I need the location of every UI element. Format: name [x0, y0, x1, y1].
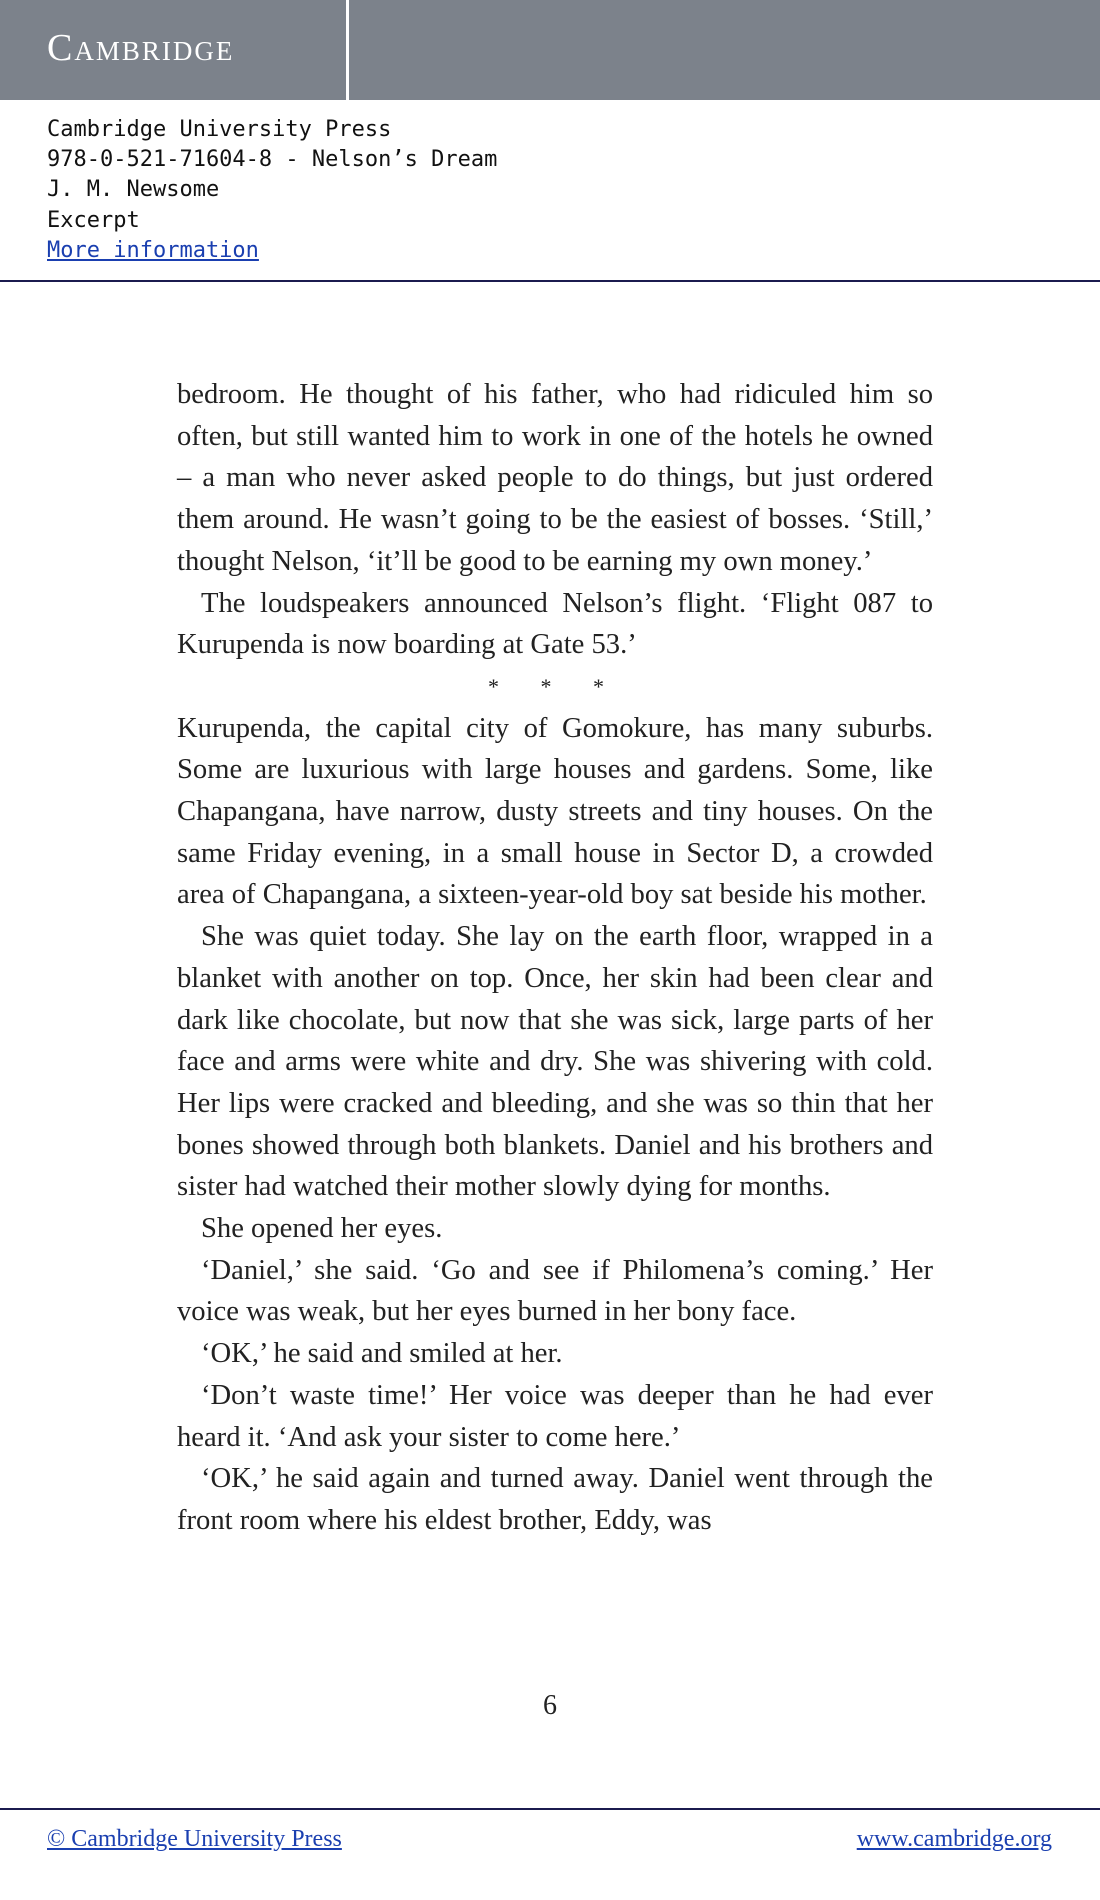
page-body: [177, 374, 933, 1542]
paragraph-9: ‘OK,’ he said again and turned away. Daniel went through the front room where his eldest brother, Eddy, was: [177, 1463, 933, 1536]
copyright-link[interactable]: © Cambridge University Press: [47, 1826, 342, 1852]
paragraph-7: ‘OK,’ he said and smiled at her.: [201, 1338, 563, 1370]
book-metadata: [47, 115, 497, 266]
footer-rule: [0, 1808, 1100, 1810]
paragraph-1: bedroom. He thought of his father, who had ridiculed him so often, but still wanted him to work in one of the hotels he owned – a man who never asked people to do things, but just ordered them around. He wasn’t going to be the easiest of bosses. ‘Still,’ thought Nelson, ‘it’ll be good to be earning my own money.’: [177, 379, 933, 577]
more-information-link[interactable]: More information: [47, 237, 259, 263]
page-number: 6: [543, 1690, 557, 1721]
paragraph-2: The loudspeakers announced Nelson’s flight. ‘Flight 087 to Kurupenda is now boarding at Gate 53.’: [177, 587, 933, 661]
paragraph-4: She was quiet today. She lay on the earth floor, wrapped in a blanket with another on top. Once, her skin had been clear and dark like chocolate, but now that she was sick, large parts of her face and arms were white and dry. She was shivering with cold. Her lips were cracked and bleeding, and she was so thin that her bones showed through both blankets. Daniel and his brothers and sister had watched their mother slowly dying for months.: [177, 921, 933, 1203]
paragraph-5: She opened her eyes.: [201, 1213, 443, 1245]
paragraph-8: ‘Don’t waste time!’ Her voice was deeper than he had ever heard it. ‘And ask your sister to come here.’: [177, 1379, 933, 1453]
paragraph-6: ‘Daniel,’ she said. ‘Go and see if Philomena’s coming.’ Her voice was weak, but her eyes burned in her bony face.: [177, 1254, 933, 1328]
isbn-title: 978-0-521-71604-8 - Nelson’s Dream: [47, 147, 498, 173]
website-link[interactable]: www.cambridge.org: [856, 1826, 1052, 1852]
cambridge-logo: Cambridge: [47, 27, 235, 69]
paragraph-3: Kurupenda, the capital city of Gomokure, has many suburbs. Some are luxurious with large houses and gardens. Some, like Chapangana, have narrow, dusty streets and tiny houses. On the same Friday evening, in a small house in Sector D, a crowded area of Chapangana, a sixteen-year-old boy sat beside his mother.: [177, 712, 933, 911]
banner-divider: [346, 0, 349, 100]
header-rule: [0, 280, 1100, 282]
header-banner: [0, 0, 1100, 100]
publisher-name: Cambridge University Press: [47, 117, 392, 142]
excerpt-label: Excerpt: [47, 207, 140, 233]
author-name: J. M. Newsome: [47, 177, 220, 203]
section-separator: * * *: [488, 673, 622, 699]
